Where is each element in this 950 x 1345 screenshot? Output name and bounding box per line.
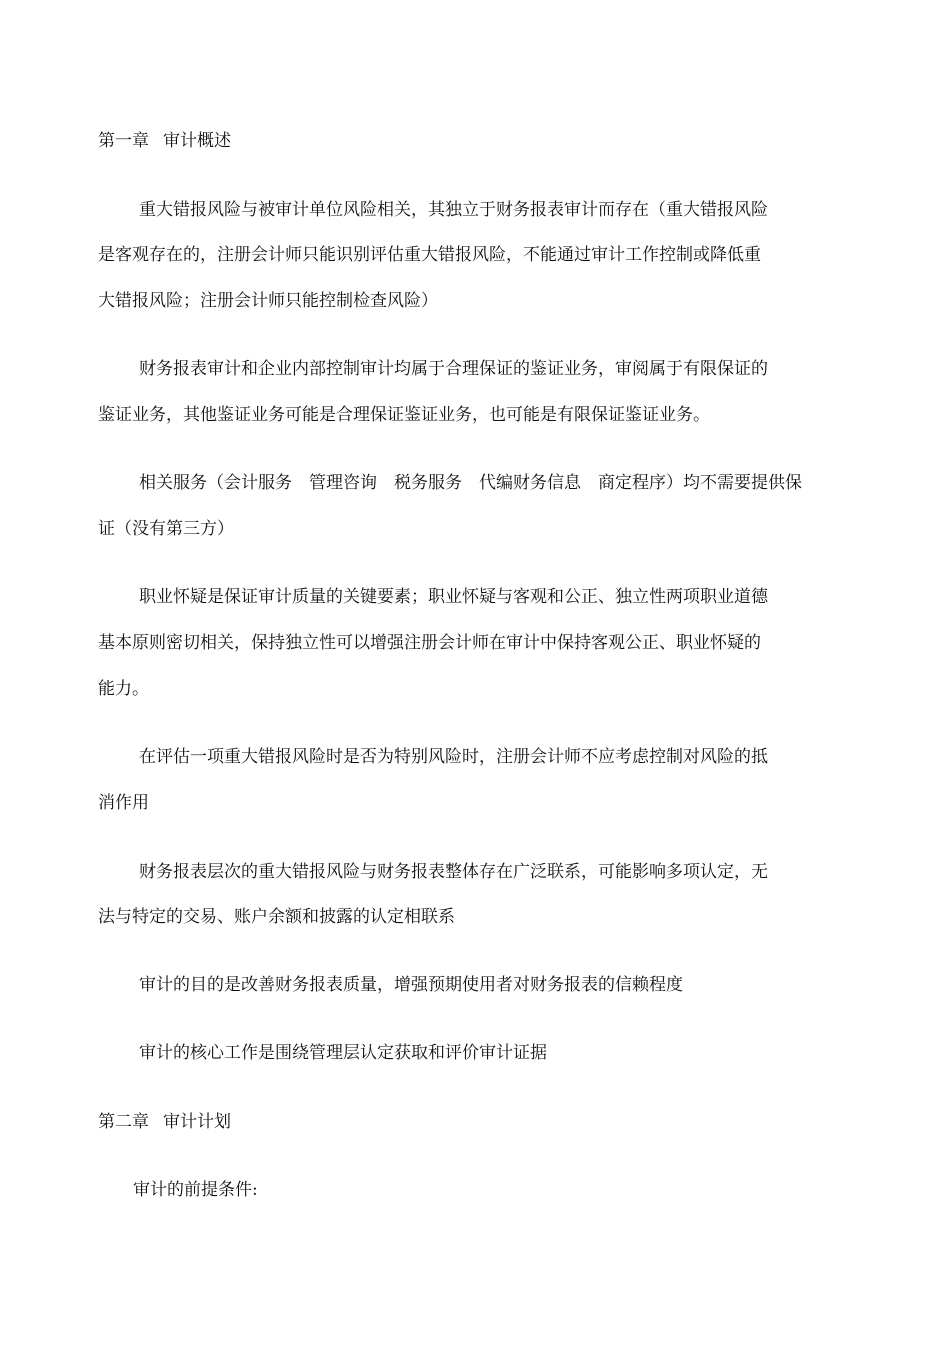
paragraph-line: 在评估一项重大错报风险时是否为特别风险时，注册会计师不应考虑控制对风险的抵 (139, 747, 768, 767)
paragraph-line: 法与特定的交易、账户余额和披露的认定相联系 (98, 907, 455, 927)
paragraph-line: 重大错报风险与被审计单位风险相关，其独立于财务报表审计而存在（重大错报风险 (139, 200, 768, 220)
paragraph-line: 审计的目的是改善财务报表质量，增强预期使用者对财务报表的信赖程度 (139, 975, 683, 995)
paragraph-line: 大错报风险；注册会计师只能控制检查风险） (98, 291, 438, 311)
chapter-2-heading (98, 1110, 231, 1134)
paragraph-line: 审计的核心工作是围绕管理层认定获取和评价审计证据 (139, 1043, 547, 1063)
chapter-title: 审计计划 (163, 1112, 231, 1132)
chapter-number: 第二章 (98, 1112, 149, 1132)
paragraph-line: 鉴证业务，其他鉴证业务可能是合理保证鉴证业务，也可能是有限保证鉴证业务。 (98, 405, 710, 425)
chapter-number: 第一章 (98, 131, 149, 151)
chapter-title: 审计概述 (163, 131, 231, 151)
paragraph-line: 审计的前提条件: (133, 1180, 258, 1200)
chapter-1-heading (98, 129, 231, 153)
paragraph-line: 消作用 (98, 793, 149, 813)
paragraph-line: 职业怀疑是保证审计质量的关键要素；职业怀疑与客观和公正、独立性两项职业道德 (139, 587, 768, 607)
paragraph-line: 基本原则密切相关，保持独立性可以增强注册会计师在审计中保持客观公正、职业怀疑的 (98, 633, 761, 653)
paragraph-line: 相关服务（会计服务 管理咨询 税务服务 代编财务信息 商定程序）均不需要提供保 (139, 473, 802, 493)
paragraph-line: 是客观存在的，注册会计师只能识别评估重大错报风险，不能通过审计工作控制或降低重 (98, 245, 761, 265)
paragraph-line: 证（没有第三方） (98, 519, 234, 539)
paragraph-line: 财务报表层次的重大错报风险与财务报表整体存在广泛联系，可能影响多项认定，无 (139, 862, 768, 882)
paragraph-line: 能力。 (98, 679, 149, 699)
paragraph-line: 财务报表审计和企业内部控制审计均属于合理保证的鉴证业务，审阅属于有限保证的 (139, 359, 768, 379)
